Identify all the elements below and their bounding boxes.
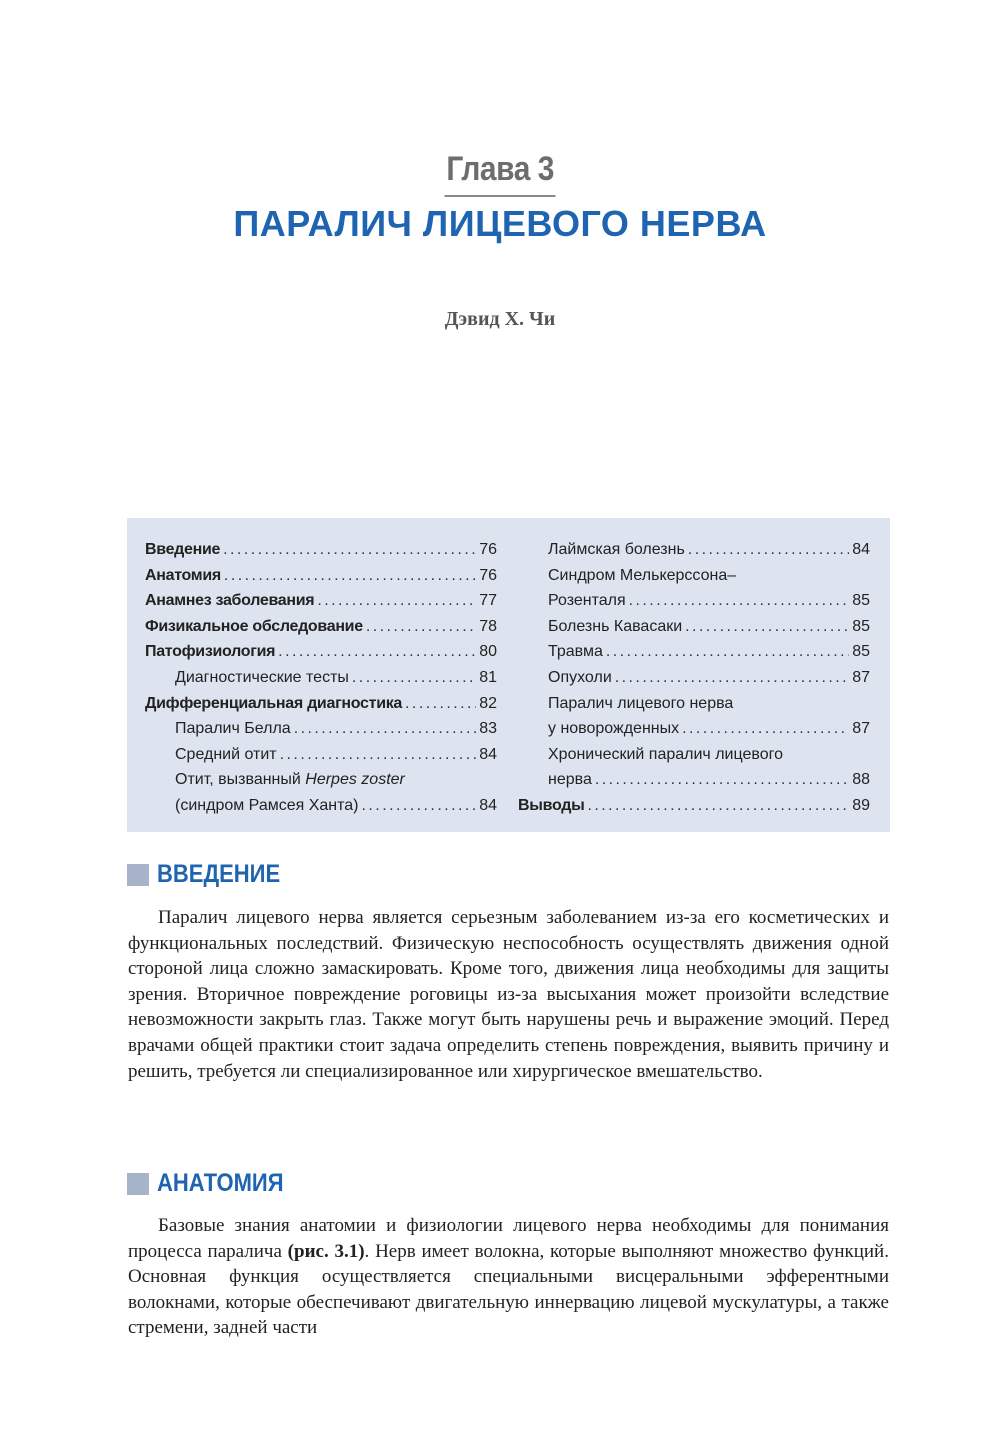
toc-entry-page: 85: [852, 643, 870, 661]
toc-leader-dots: [280, 742, 477, 768]
chapter-number: Глава 3: [0, 150, 1000, 197]
toc-leader-dots: [362, 793, 477, 819]
toc-entry[interactable]: [145, 793, 497, 819]
toc-leader-dots: [688, 537, 849, 563]
section-marker-square: [127, 864, 149, 886]
toc-entry[interactable]: [518, 767, 870, 793]
toc-leader-dots: [224, 563, 476, 589]
toc-entry-page: 84: [852, 541, 870, 558]
toc-entry-page: 84: [479, 745, 497, 763]
toc-entry-title: Анатомия: [145, 566, 221, 584]
toc-entry[interactable]: [518, 537, 870, 563]
chapter-title: ПАРАЛИЧ ЛИЦЕВОГО НЕРВА: [233, 203, 767, 244]
toc-entry-title: Диагностические тесты: [175, 668, 349, 686]
toc-entry-title: Паралич Белла: [175, 720, 291, 738]
toc-entry-title: Болезнь Кавасаки: [548, 617, 683, 635]
toc-entry[interactable]: [145, 588, 497, 614]
toc-entry-title: Анамнез заболевания: [145, 592, 315, 610]
toc-leader-dots: [294, 716, 477, 742]
toc-entry-title: Синдром Мелькерссона–: [548, 566, 737, 584]
toc-entry-title: Опухоли: [548, 668, 612, 686]
toc-leader-dots: [278, 639, 476, 665]
toc-entry[interactable]: [145, 665, 497, 691]
section-marker-square: [127, 1173, 149, 1195]
toc-entry[interactable]: [518, 614, 870, 640]
toc-entry-title: у новорожденных: [548, 720, 680, 738]
toc-entry[interactable]: [145, 767, 497, 793]
toc-entry-page: 85: [852, 592, 870, 610]
toc-entry[interactable]: [518, 742, 870, 768]
toc-leader-dots: [682, 716, 849, 742]
toc-entry[interactable]: [518, 691, 870, 717]
toc-entry-title: Средний отит: [175, 745, 277, 763]
toc-entry-page: 82: [479, 694, 497, 712]
toc-entry-title: Розенталя: [548, 592, 626, 610]
toc-leader-dots: [317, 588, 476, 614]
toc-entry-title: Дифференциальная диагностика: [145, 694, 403, 712]
toc-leader-dots: [615, 665, 849, 691]
toc-leader-dots: [352, 665, 476, 691]
toc-entry-title: Травма: [548, 643, 603, 661]
toc-entry-title: Выводы: [518, 796, 585, 814]
toc-entry-title: Отит, вызванный Herpes zoster: [175, 771, 405, 789]
toc-entry-title: Паралич лицевого нерва: [548, 694, 734, 712]
toc-entry[interactable]: [145, 691, 497, 717]
toc-entry-page: 80: [479, 643, 497, 661]
section-heading-intro: ВВЕДЕНИЕ: [127, 860, 297, 889]
toc-leader-dots: [606, 639, 849, 665]
toc-entry-page: 84: [479, 796, 497, 814]
toc-entry-page: 81: [479, 668, 497, 686]
toc-entry-page: 77: [479, 592, 497, 610]
anatomy-paragraph: Базовые знания анатомии и физиологии лицевого нерва необходимы для понимания процесса паралича (рис. 3.1). Нерв имеет волокна, которые выполняют множество функций. Основная функция осуществляется специальными висцеральными эфферентными волокнами, которые обеспечивают двигательную иннервацию лицевой мускулатуры, а также стремени, задней части: [128, 1215, 889, 1339]
toc-leader-dots: [366, 614, 476, 640]
toc-entry-page: 88: [852, 771, 870, 789]
section-heading-anatomy: АНАТОМИЯ: [127, 1169, 301, 1198]
toc-entry[interactable]: [518, 588, 870, 614]
toc-entry-page: 78: [479, 617, 497, 635]
toc-entry-page: 89: [852, 796, 870, 814]
toc-entry-title: Лаймская болезнь: [548, 541, 685, 558]
intro-paragraph: Паралич лицевого нерва является серьезным заболеванием из-за его косметических и функциональных последствий. Физическую неспособность осуществлять движения одной стороной лица сложно замаскировать. Кроме того, движения лица необходимы для защиты зрения. Вторичное повреждение роговицы из-за высыхания может произойти вследствие невозможности закрыть глаз. Также могут быть нарушены речь и выражение эмоций. Перед врачами общей практики стоит задача определить степень повреждения, выявить причину и решить, требуется ли специализированное или хирургическое вмешательство.: [128, 907, 889, 1082]
toc-entry-page: 87: [852, 668, 870, 686]
toc-entry[interactable]: [145, 537, 497, 563]
toc-entry-page: 87: [852, 720, 870, 738]
toc-entry[interactable]: [518, 639, 870, 665]
table-of-contents: [127, 518, 890, 832]
toc-leader-dots: [405, 691, 476, 717]
toc-entry[interactable]: [518, 665, 870, 691]
chapter-author: Дэвид Х. Чи: [444, 308, 556, 330]
toc-entry-page: 76: [479, 541, 497, 558]
toc-entry[interactable]: [145, 563, 497, 589]
toc-leader-dots: [685, 614, 849, 640]
toc-right-column: [518, 537, 870, 819]
toc-leader-dots: [629, 588, 850, 614]
toc-leader-dots: [587, 793, 849, 819]
toc-entry-page: 85: [852, 617, 870, 635]
toc-entry[interactable]: [145, 639, 497, 665]
toc-entry-title: (синдром Рамсея Ханта): [175, 796, 359, 814]
figure-reference[interactable]: (рис. 3.1): [287, 1240, 365, 1262]
toc-entry-title: Физикальное обследование: [145, 617, 363, 635]
toc-entry-title: нерва: [548, 771, 592, 789]
toc-entry-title: Патофизиология: [145, 643, 276, 661]
toc-leader-dots: [223, 537, 476, 563]
toc-leader-dots: [595, 767, 849, 793]
toc-entry[interactable]: [145, 742, 497, 768]
toc-left-column: [145, 537, 497, 819]
toc-entry-page: 83: [479, 720, 497, 738]
toc-entry-title: Введение: [145, 541, 221, 558]
toc-entry[interactable]: [518, 716, 870, 742]
toc-entry[interactable]: [518, 793, 870, 819]
toc-entry[interactable]: [518, 563, 870, 589]
toc-entry-page: 76: [479, 566, 497, 584]
toc-entry[interactable]: [145, 716, 497, 742]
toc-entry[interactable]: [145, 614, 497, 640]
toc-entry-title: Хронический паралич лицевого: [548, 745, 783, 763]
